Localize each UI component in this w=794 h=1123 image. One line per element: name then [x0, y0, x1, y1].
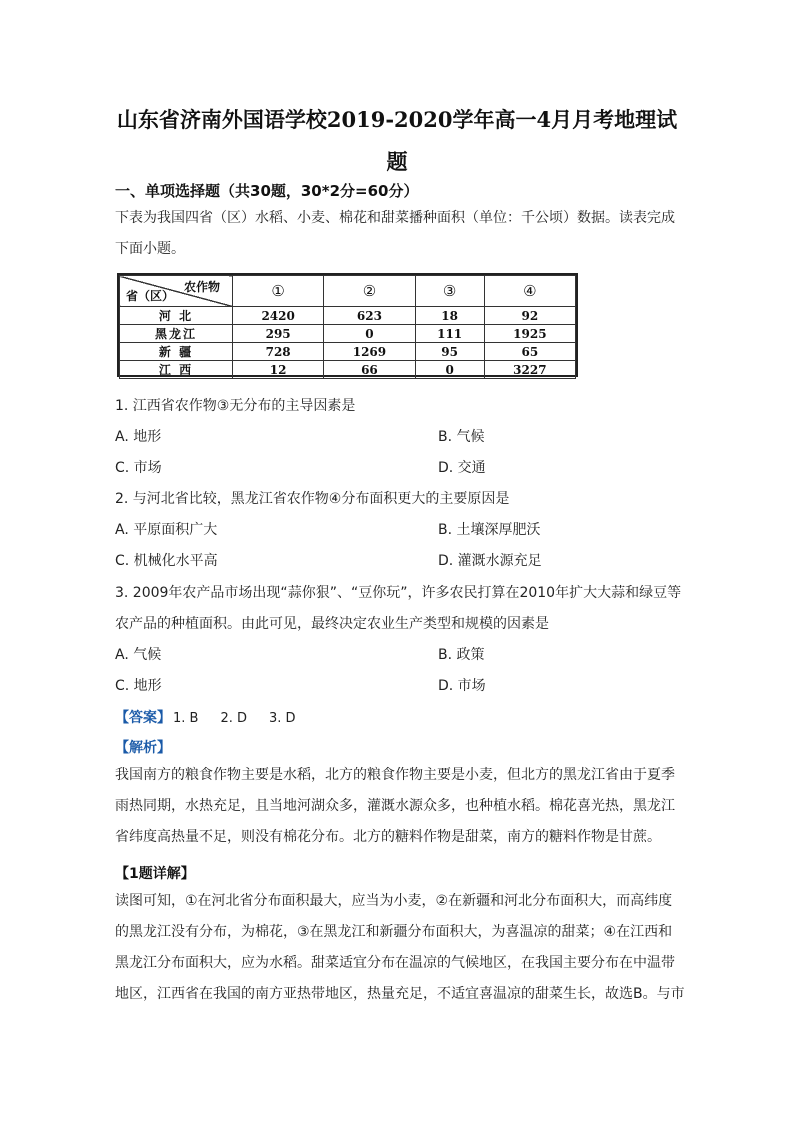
analysis-label: 【解析】 — [115, 740, 171, 756]
question-2-option-b: B. 土壤深厚肥沃 — [438, 522, 541, 538]
analysis-paragraph: 我国南方的粮食作物主要是水稻，北方的粮食作物主要是小麦，但北方的黑龙江省由于夏季雨热同期，水热充足，且当地河湖众多，灌溉水源众多，也种植水稻。棉花喜光热，黑龙江省纬度高热量不足，则没有棉花分布。北方的糖料作物是甜菜，南方的糖料作物是甘蔗。 — [115, 767, 675, 845]
answer-2: 2. D — [220, 711, 248, 726]
column-header: ④ — [484, 276, 575, 307]
table-row — [120, 307, 576, 325]
question-2-stem: 2. 与河北省比较，黑龙江省农作物④分布面积更大的主要原因是 — [115, 491, 510, 507]
corner-label-province: 省（区） — [126, 289, 175, 303]
table-cell: 18 — [415, 307, 484, 325]
table-row — [120, 361, 576, 379]
table-cell: 623 — [324, 307, 415, 325]
question-3-stem-line2: 农产品的种植面积。由此可见，最终决定农业生产类型和规模的因素是 — [115, 616, 549, 632]
table-cell: 2420 — [233, 307, 324, 325]
table-cell: 1925 — [484, 325, 575, 343]
table-cell: 1269 — [324, 343, 415, 361]
table-cell: 0 — [324, 325, 415, 343]
question-2-option-d: D. 灌溉水源充足 — [438, 553, 542, 569]
crop-area-table — [117, 273, 578, 377]
document-title-line1: 山东省济南外国语学校2019-2020学年高一4月月考地理试 — [116, 107, 678, 132]
question-1-stem: 1. 江西省农作物③无分布的主导因素是 — [115, 398, 356, 414]
column-header: ② — [324, 276, 415, 307]
table-cell: 95 — [415, 343, 484, 361]
question-1-option-d: D. 交通 — [438, 460, 486, 476]
column-header: ① — [233, 276, 324, 307]
table-cell: 728 — [233, 343, 324, 361]
question-1-option-b: B. 气候 — [438, 429, 485, 445]
table-cell: 0 — [415, 361, 484, 379]
question-3-option-c: C. 地形 — [115, 678, 162, 694]
question-2-option-c: C. 机械化水平高 — [115, 553, 218, 569]
table-cell: 92 — [484, 307, 575, 325]
section-heading: 一、单项选择题（共30题，30*2分=60分） — [115, 182, 419, 200]
column-header: ③ — [415, 276, 484, 307]
table-cell: 111 — [415, 325, 484, 343]
question-1-option-a: A. 地形 — [115, 429, 162, 445]
table-cell: 3227 — [484, 361, 575, 379]
document-title-line2: 题 — [386, 149, 408, 174]
table-cell: 66 — [324, 361, 415, 379]
question-1-option-c: C. 市场 — [115, 460, 162, 476]
intro-paragraph: 下表为我国四省（区）水稻、小麦、棉花和甜菜播种面积（单位：千公顷）数据。读表完成下面小题。 — [115, 210, 675, 257]
detail-paragraph: 读图可知，①在河北省分布面积最大，应当为小麦，②在新疆和河北分布面积大，而高纬度的黑龙江没有分布，为棉花，③在黑龙江和新疆分布面积大，为喜温凉的甜菜；④在江西和黑龙江分布面积大，应为水稻。甜菜适宜分布在温凉的气候地区，在我国主要分布在中温带地区，江西省在我国的南方亚热带地区，热量充足，不适宜喜温凉的甜菜生长，故选B。与市 — [115, 893, 685, 1002]
row-province: 河 北 — [120, 307, 233, 325]
question-3-option-a: A. 气候 — [115, 647, 162, 663]
answer-line — [115, 707, 296, 727]
answer-1: 1. B — [173, 711, 199, 726]
answer-label: 【答案】 — [115, 710, 171, 726]
row-province: 新 疆 — [120, 343, 233, 361]
table-corner-cell — [120, 276, 233, 307]
question-2-option-a: A. 平原面积广大 — [115, 522, 218, 538]
table-cell: 12 — [233, 361, 324, 379]
answer-3: 3. D — [269, 711, 296, 726]
corner-label-crop: 农作物 — [183, 280, 220, 294]
row-province: 黑龙江 — [120, 325, 233, 343]
question-3-option-b: B. 政策 — [438, 647, 485, 663]
question-3-stem-line1: 3. 2009年农产品市场出现“蒜你狠”、“豆你玩”，许多农民打算在2010年扩大大蒜和绿豆等 — [115, 585, 682, 601]
table-row — [120, 343, 576, 361]
table-row — [120, 325, 576, 343]
table-cell: 65 — [484, 343, 575, 361]
table-cell: 295 — [233, 325, 324, 343]
row-province: 江 西 — [120, 361, 233, 379]
question-3-option-d: D. 市场 — [438, 678, 486, 694]
detail-label: 【1题详解】 — [115, 866, 195, 882]
